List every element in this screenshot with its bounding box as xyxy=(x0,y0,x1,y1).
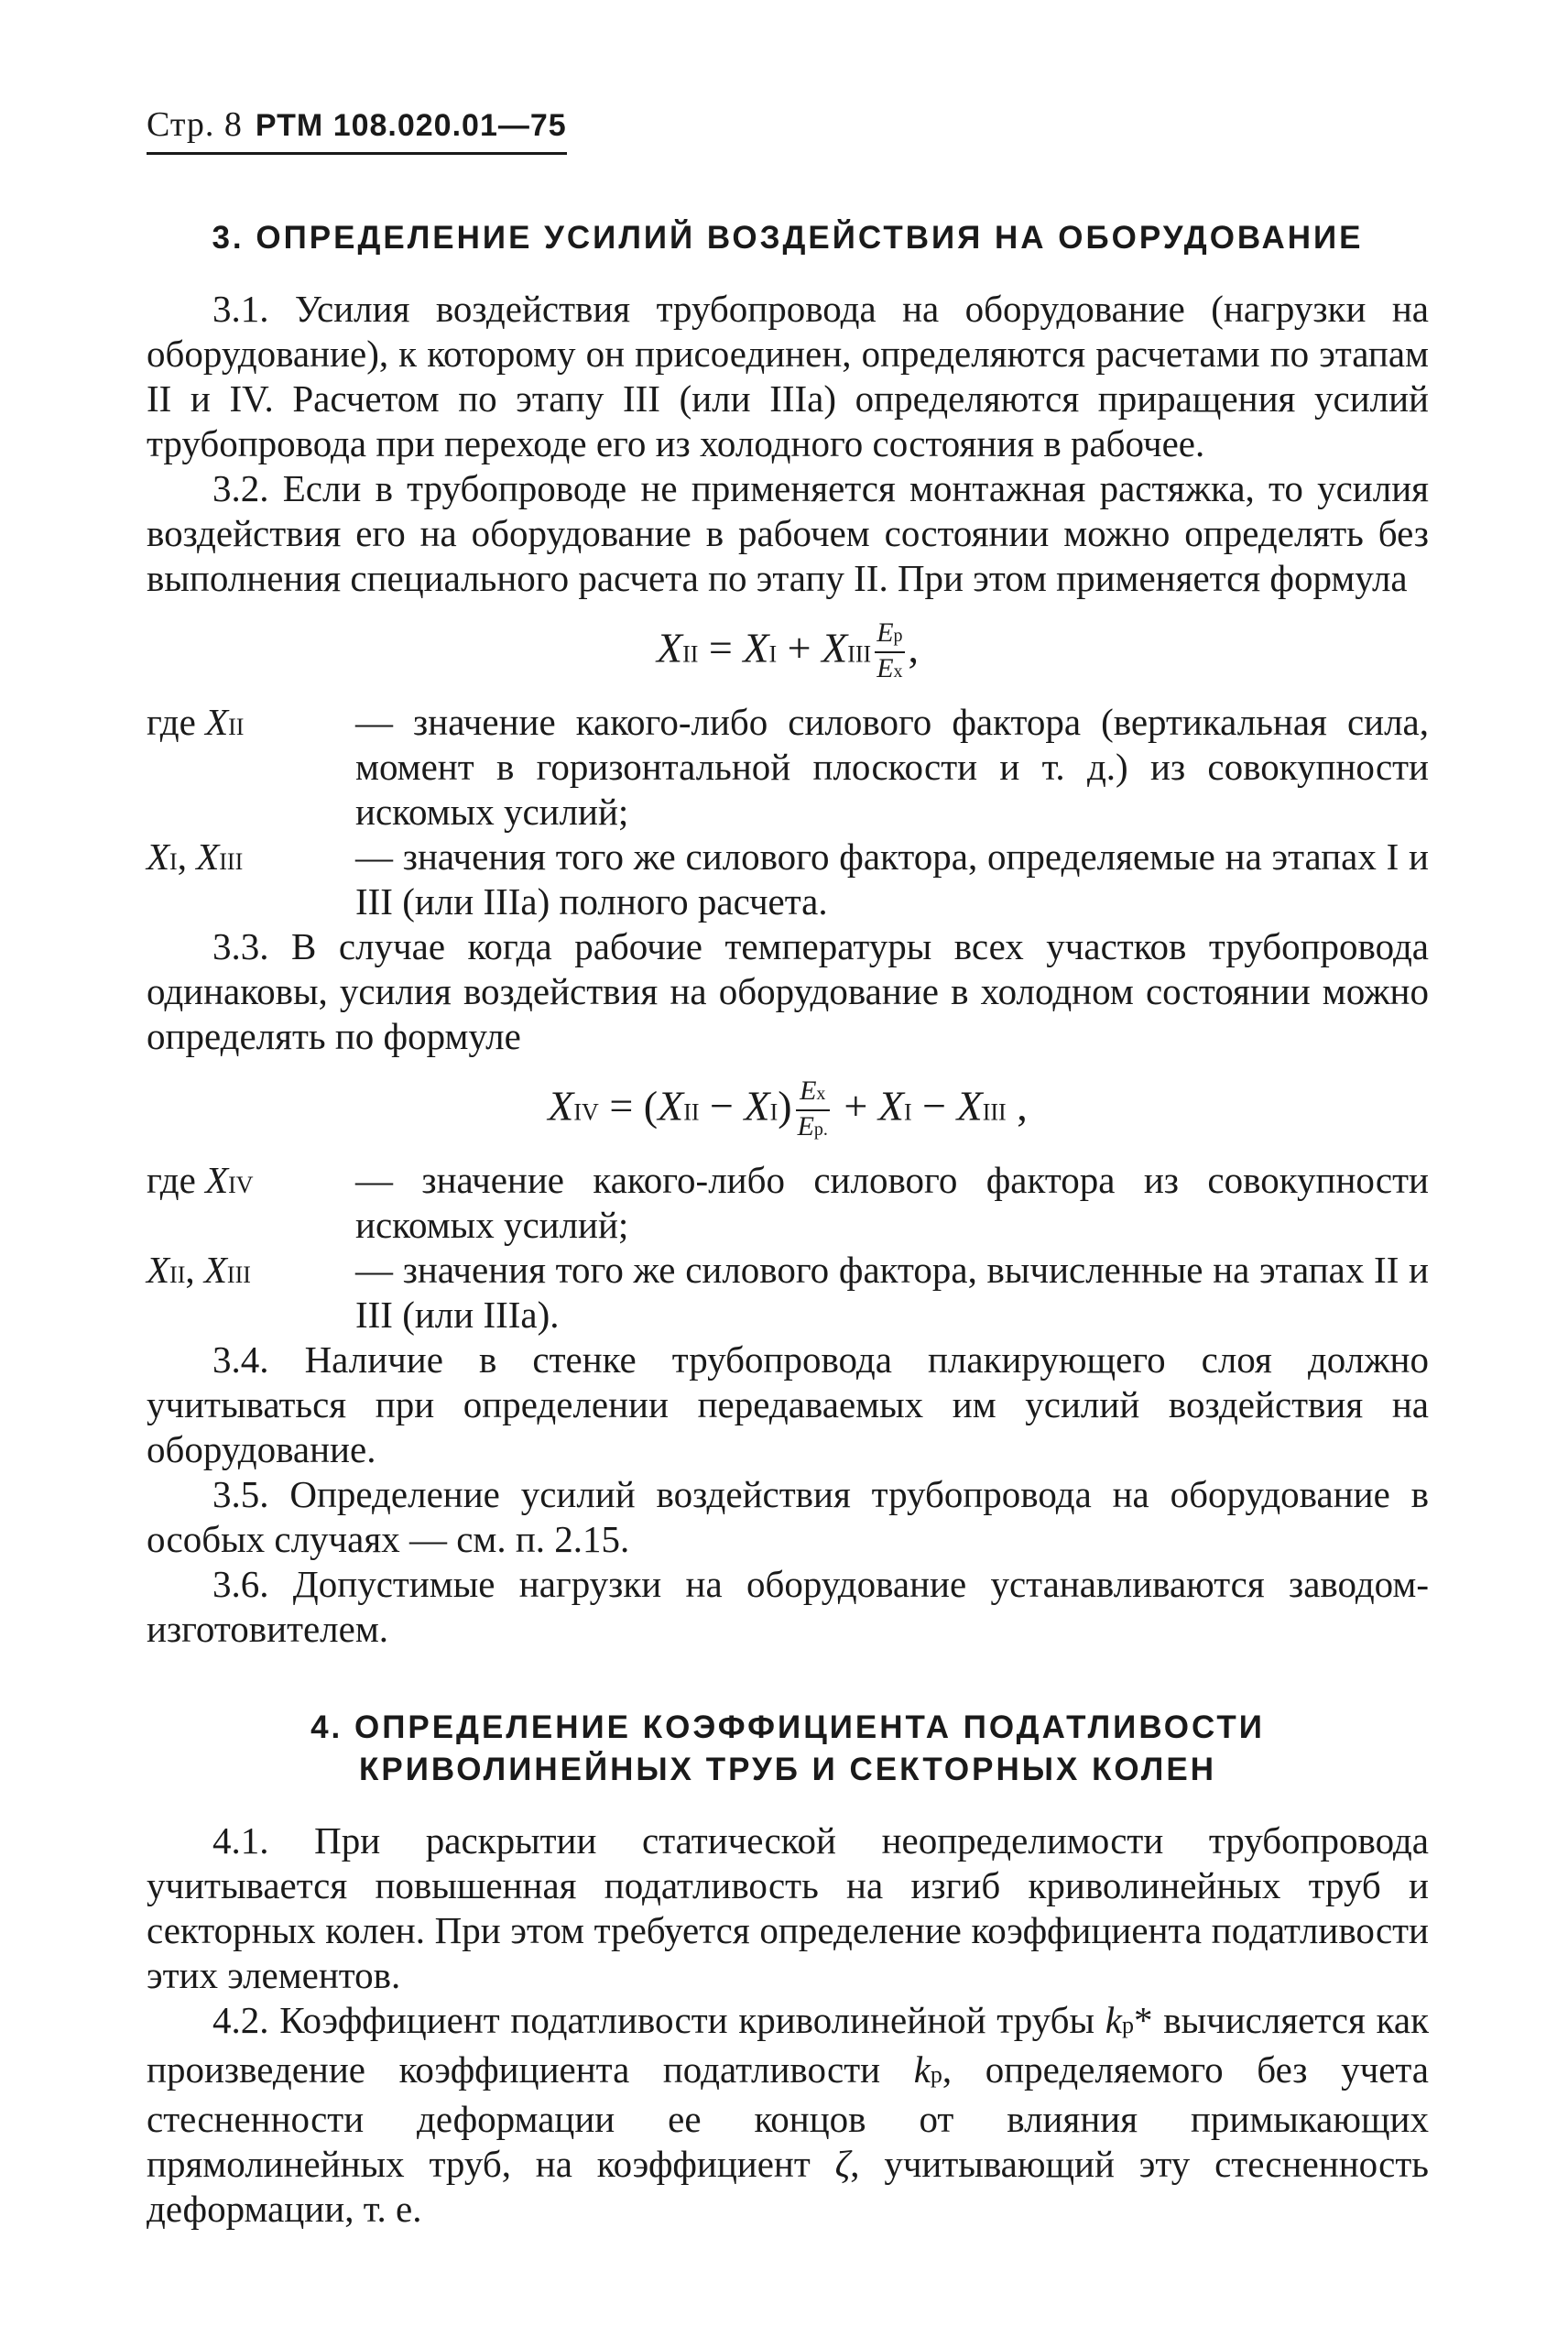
definitions-2 xyxy=(147,1158,1429,1338)
paragraph-3-4: 3.4. Наличие в стенке трубопровода плакирующего слоя должно учитываться при определении передаваемых им усилий воздействия на оборудование. xyxy=(147,1338,1429,1470)
formula-2: XIV = (XII − XI) $\frac{Eх}{Eр.}$ + XI − XIII , xyxy=(147,1076,1429,1145)
definitions-1 xyxy=(147,700,1429,924)
paragraph-3-2: 3.2. Если в трубопроводе не применяется монтажная растяжка, то усилия воздействия его на оборудование в рабочем состоянии можно определять без выполнения специального расчета по этапу II. При этом применяется формула xyxy=(147,467,1429,599)
section-3-title: 3. ОПРЕДЕЛЕНИЕ УСИЛИЙ ВОЗДЕЙСТВИЯ НА ОБОРУДОВАНИЕ xyxy=(212,220,1364,256)
paragraph-3-3: 3.3. В случае когда рабочие температуры всех участков трубопровода одинаковы, усилия воздействия на оборудование в холодном состоянии можно определять по формуле xyxy=(147,925,1429,1057)
fraction-ex-ep: $\frac{Eх}{Eр.}$ xyxy=(797,1076,828,1141)
section-4-title-line-1: 4. ОПРЕДЕЛЕНИЕ КОЭФФИЦИЕНТА ПОДАТЛИВОСТИ xyxy=(310,1709,1265,1745)
page-number: Стр. 8 xyxy=(147,105,243,144)
document-code: РТМ 108.020.01—75 xyxy=(255,108,567,143)
paragraph-4-1: 4.1. При раскрытии статической неопределимости трубопровода учитывается повышенная податливость на изгиб криволинейных труб и секторных колен. При этом требуется определение коэффициента податливости этих элементов. xyxy=(147,1819,1429,1996)
definition-x-ii-x-iii: XII, XIII — значения того же силового фактора, вычисленные на этапах II и III (или IIIa). xyxy=(147,1249,1429,1336)
document-page xyxy=(147,101,1429,2232)
section-4-title xyxy=(147,1707,1429,1791)
definition-x-i-x-iii: XI, XIII — значения того же силового фактора, определяемые на этапах I и III (или IIIa) полного расчета. xyxy=(147,835,1429,923)
formula-1: XII = XI + XIII $\frac{Eр}{Eх}$ , xyxy=(147,617,1429,687)
paragraph-4-2: 4.2. Коэффициент податливости криволинейной трубы kр* вычисляется как произведение коэффициента податливости kр, определяемого без учета стесненности деформации ее концов от влияния примыкающих прямолинейных труб, на коэффициент ζ, учитывающий эту стесненность деформации, т. е. xyxy=(147,1999,1430,2230)
definition-x-ii: где XII — значение какого-либо силового фактора (вертикальная сила, момент в горизонтальной плоскости и т. д.) из совокупности искомых усилий; xyxy=(147,701,1429,833)
page-header xyxy=(147,103,567,155)
fraction-ep-ex: $\frac{Eр}{Eх}$ xyxy=(877,617,903,683)
definition-x-iv: где XIV — значение какого-либо силового фактора из совокупности искомых усилий; xyxy=(147,1159,1429,1246)
paragraph-3-5: 3.5. Определение усилий воздействия трубопровода на оборудование в особых случаях — см. п. 2.15. xyxy=(147,1473,1429,1560)
paragraph-3-1: 3.1. Усилия воздействия трубопровода на оборудование (нагрузки на оборудование), к которому он присоединен, определяются расчетами по этапам II и IV. Расчетом по этапу III (или IIIa) определяются приращения усилий трубопровода при переходе его из холодного состояния в рабочее. xyxy=(147,288,1429,464)
paragraph-3-6: 3.6. Допустимые нагрузки на оборудование устанавливаются заводом-изготовителем. xyxy=(147,1563,1429,1650)
section-4-title-line-2: КРИВОЛИНЕЙНЫХ ТРУБ И СЕКТОРНЫХ КОЛЕН xyxy=(359,1752,1216,1787)
